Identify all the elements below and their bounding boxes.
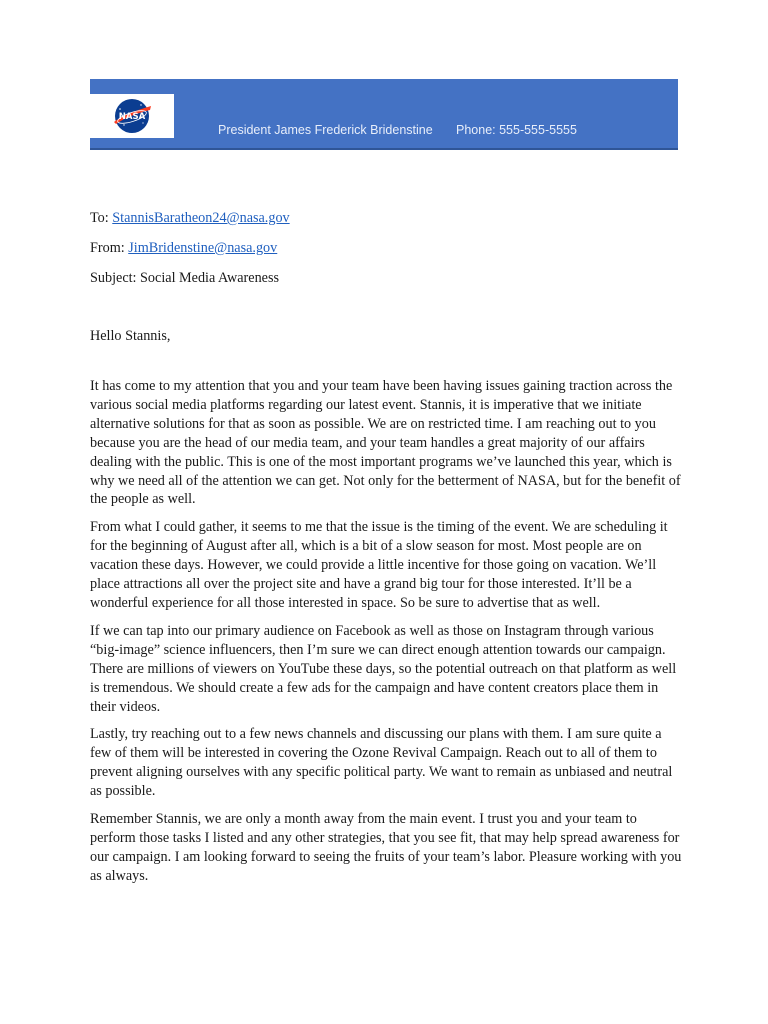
paragraph-3: If we can tap into our primary audience on Facebook as well as those on Instagram through various “big-image” science influencers, then I’m sure we can direct enough attention towards our campaign. There are millions of viewers on YouTube these days, so the potential outreach on that platform as well is tremendous. We should create a few ads for the campaign and have content creators place them in their videos. [90, 622, 677, 715]
paragraph-1: It has come to my attention that you and your team have been having issues gaining traction across the various social media platforms regarding our latest event. Stannis, it is imperative that we initiate alternative solutions for that as soon as possible. We are on restricted time. I am reaching out to you because you are the head of our media team, and your team handles a great majority of our affairs dealing with the public. This is one of the most important programs we’ve launched this year, which is why we need all of the attention we can get. Not only for the betterment of NASA, but for the benefit of the people as well. [90, 378, 681, 508]
from-line [90, 240, 277, 257]
to-email-link[interactable]: StannisBaratheon24@nasa.gov [112, 210, 290, 226]
paragraph-4: Lastly, try reaching out to a few news channels and discussing our plans with them. I am sure quite a few of them will be interested in covering the Ozone Revival Campaign. Reach out to all of them to prevent aligning ourselves with any specific political party. We want to remain as unbiased and neutral as possible. [90, 726, 673, 800]
paragraph-2: From what I could gather, it seems to me that the issue is the timing of the event. We are scheduling it for the beginning of August after all, which is a bit of a slow season for most. Most people are on vacation these days. However, we could provide a little incentive for those going on vacation. We’ll place attractions all over the project site and have a grand big tour for those interested. It’ll be a wonderful experience for all those interested in space. So be sure to advertise that as well. [90, 519, 668, 611]
sender-phone: Phone: 555-555-5555 [456, 123, 577, 137]
logo-container [90, 94, 174, 138]
letter-body [90, 377, 682, 895]
sender-name: President James Frederick Bridenstine [218, 123, 433, 137]
letterhead-banner [90, 79, 678, 150]
to-line [90, 210, 290, 227]
from-label: From: [90, 240, 129, 256]
nasa-logo-icon [110, 96, 154, 136]
paragraph-5: Remember Stannis, we are only a month away from the main event. I trust you and your team to perform those tasks I listed and any other strategies, that you see fit, that may help spread awareness for our campaign. I am looking forward to seeing the fruits of your team’s labor. Pleasure working with you as always. [90, 811, 682, 884]
greeting: Hello Stannis, [90, 328, 171, 344]
logo-text: NASA [118, 112, 146, 122]
subject-line: Subject: Social Media Awareness [90, 270, 280, 286]
to-label: To: [90, 210, 113, 226]
from-email-link[interactable]: JimBridenstine@nasa.gov [128, 240, 278, 256]
